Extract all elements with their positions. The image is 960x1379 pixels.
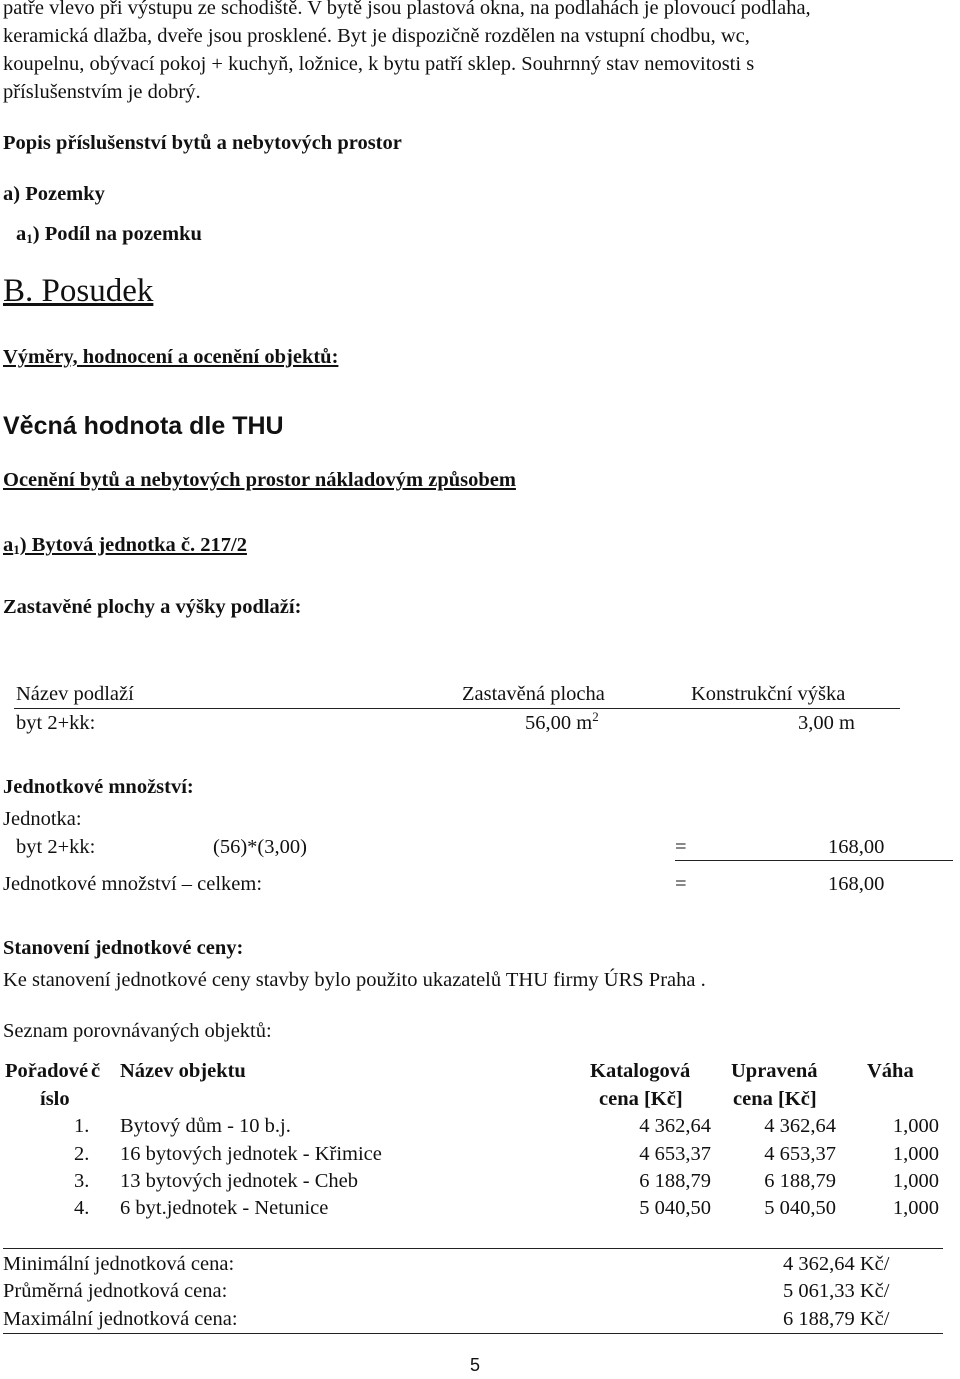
- intro-line-3: koupelnu, obývací pokoj + kuchyň, ložnice, k bytu patří sklep. Souhrnný stav nemovitosti s: [3, 53, 755, 75]
- intro-line-2: keramická dlažba, dveře jsou prosklené. Byt je dispozičně rozdělen na vstupní chodbu, wc,: [3, 25, 750, 47]
- vecna-hodnota-heading: Věcná hodnota dle THU: [3, 412, 284, 440]
- compare-row-vaha: 1,000: [892, 1170, 939, 1192]
- compare-col-upravena-2: cena [Kč]: [733, 1088, 817, 1110]
- stanoveni-text: Ke stanovení jednotkové ceny stavby bylo použito ukazatelů THU firmy ÚRS Praha .: [3, 969, 706, 991]
- compare-row-upravena: 6 188,79: [764, 1170, 836, 1192]
- compare-row-upravena: 4 653,37: [764, 1143, 836, 1165]
- compare-col-poradi-1: Pořadové: [5, 1060, 89, 1082]
- compare-row-no: 2.: [74, 1143, 90, 1165]
- compare-col-katalog-2: cena [Kč]: [599, 1088, 683, 1110]
- summary-top-rule: [3, 1248, 943, 1249]
- stanoveni-heading: Stanovení jednotkové ceny:: [3, 937, 244, 959]
- seznam-heading: Seznam porovnávaných objektů:: [3, 1020, 272, 1042]
- compare-col-upravena-1: Upravená: [731, 1060, 818, 1082]
- summary-bottom-rule: [3, 1333, 943, 1334]
- floor-col-nazev: Název podlaží: [16, 683, 134, 705]
- total-row-eq: =: [675, 873, 687, 895]
- zastavene-heading: Zastavěné plochy a výšky podlaží:: [3, 596, 302, 618]
- compare-row-no: 4.: [74, 1197, 90, 1219]
- total-row-label: Jednotkové množství – celkem:: [3, 873, 263, 895]
- pozemky-heading: a) Pozemky: [3, 183, 105, 205]
- compare-row-name: 13 bytových jednotek - Cheb: [120, 1170, 358, 1192]
- compare-row-upravena: 4 362,64: [764, 1115, 836, 1137]
- page-number: 5: [470, 1355, 481, 1375]
- compare-col-poradi-suffix: č: [91, 1060, 101, 1082]
- calc-row-formula: (56)*(3,00): [213, 836, 307, 858]
- floor-row-area: 56,00 $m^2$: [525, 709, 599, 734]
- intro-line-4: příslušenstvím je dobrý.: [3, 81, 201, 103]
- total-row-value: 168,00: [828, 873, 885, 895]
- compare-row-name: Bytový dům - 10 b.j.: [120, 1115, 291, 1137]
- compare-row-name: 16 bytových jednotek - Křimice: [120, 1143, 382, 1165]
- floor-col-plocha: Zastavěná plocha: [462, 683, 605, 705]
- compare-col-poradi-2: íslo: [40, 1088, 70, 1110]
- calc-row-eq: =: [675, 836, 687, 858]
- calc-row-rule: [675, 860, 953, 861]
- compare-row-name: 6 byt.jednotek - Netunice: [120, 1197, 329, 1219]
- calc-row-value: 168,00: [828, 836, 885, 858]
- popis-heading: Popis příslušenství bytů a nebytových prostor: [3, 132, 402, 154]
- compare-row-katalog: 4 653,37: [639, 1143, 711, 1165]
- floor-header-rule: [14, 708, 900, 709]
- compare-col-vaha: Váha: [867, 1060, 914, 1082]
- compare-col-nazev: Název objektu: [120, 1060, 246, 1082]
- compare-row-no: 1.: [74, 1115, 90, 1137]
- compare-row-upravena: 5 040,50: [764, 1197, 836, 1219]
- compare-row-katalog: 4 362,64: [639, 1115, 711, 1137]
- jednotka-label: Jednotka:: [3, 808, 82, 830]
- posudek-heading: B. Posudek: [3, 273, 154, 309]
- summary-label-avg: Průměrná jednotková cena:: [3, 1280, 228, 1302]
- floor-row-height: 3,00 m: [798, 712, 855, 734]
- mnozstvi-heading: Jednotkové množství:: [3, 776, 194, 798]
- summary-label-min: Minimální jednotková cena:: [3, 1253, 235, 1275]
- compare-row-vaha: 1,000: [892, 1197, 939, 1219]
- summary-value-min: 4 362,64 Kč/: [783, 1253, 890, 1275]
- compare-col-katalog-1: Katalogová: [590, 1060, 691, 1082]
- oceneni-heading: Ocenění bytů a nebytových prostor nákladovým způsobem: [3, 469, 516, 491]
- calc-row-name: byt 2+kk:: [16, 836, 96, 858]
- summary-value-max: 6 188,79 Kč/: [783, 1308, 890, 1330]
- compare-row-vaha: 1,000: [892, 1115, 939, 1137]
- vymery-heading: Výměry, hodnocení a ocenění objektů:: [3, 346, 339, 368]
- intro-line-1: patře vlevo při výstupu ze schodiště. V bytě jsou plastová okna, na podlahách je plovoucí podlaha,: [3, 0, 811, 19]
- compare-row-no: 3.: [74, 1170, 90, 1192]
- compare-row-katalog: 5 040,50: [639, 1197, 711, 1219]
- compare-row-vaha: 1,000: [892, 1143, 939, 1165]
- summary-label-max: Maximální jednotková cena:: [3, 1308, 238, 1330]
- compare-row-katalog: 6 188,79: [639, 1170, 711, 1192]
- floor-col-vyska: Konstrukční výška: [691, 683, 846, 705]
- bytova-jednotka-heading: $a_1$) Bytová jednotka č. 217/2: [3, 534, 247, 557]
- summary-value-avg: 5 061,33 Kč/: [783, 1280, 890, 1302]
- floor-row-name: byt 2+kk:: [16, 712, 96, 734]
- podil-heading: $a_1$) Podíl na pozemku: [16, 223, 202, 246]
